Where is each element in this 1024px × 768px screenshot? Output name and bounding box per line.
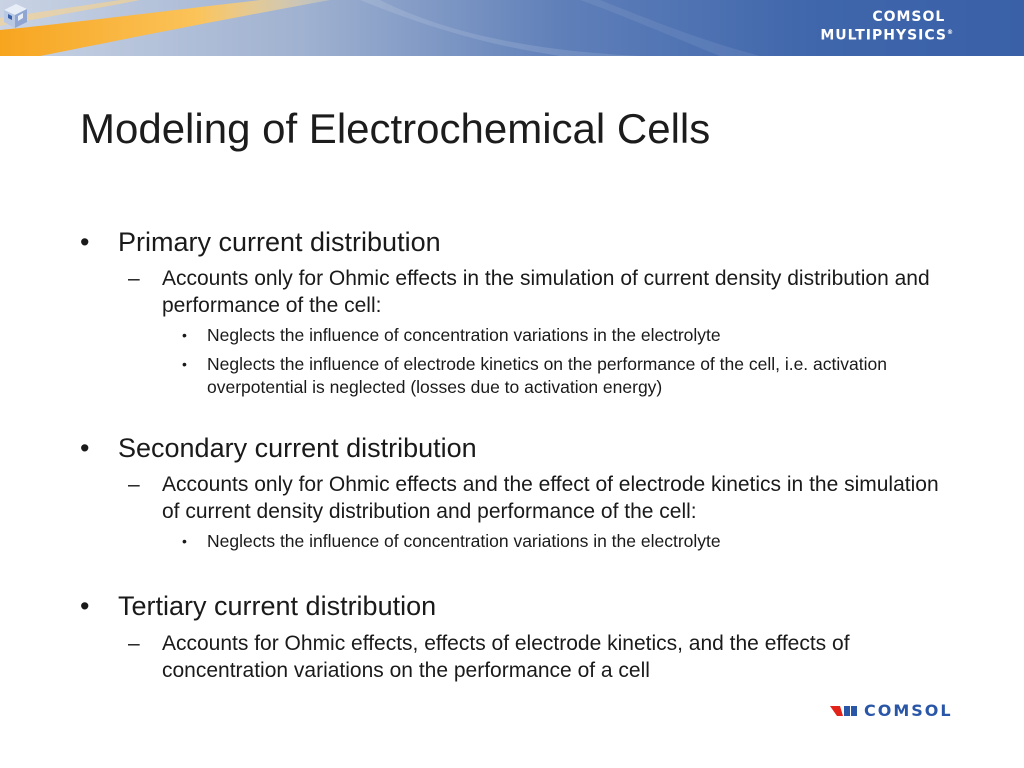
- bullet-marker: •: [80, 433, 90, 463]
- bullet-text: Primary current distribution: [118, 227, 441, 257]
- sub-bullet-text: Accounts for Ohmic effects, effects of electrode kinetics, and the effects of concentration variations on the performance of a cell: [162, 632, 850, 682]
- bullet-marker: •: [182, 327, 187, 343]
- footer-logo-text: COMSOL: [864, 701, 953, 720]
- comsol-mark-icon: [830, 704, 860, 718]
- bullet-marker: •: [182, 356, 187, 372]
- sub-sub-bullet-text: Neglects the influence of concentration variations in the electrolyte: [207, 325, 721, 345]
- sub-sub-bullet-concentration: [182, 324, 922, 347]
- sub-bullet-text: Accounts only for Ohmic effects in the simulation of current density distribution and performance of the cell:: [162, 267, 930, 317]
- sub-bullet-text: Accounts only for Ohmic effects and the effect of electrode kinetics in the simulation of current density distribution and performance of the cell:: [162, 473, 939, 523]
- bullet-text: Tertiary current distribution: [118, 591, 437, 621]
- dash-marker: –: [128, 267, 140, 290]
- dash-marker: –: [128, 473, 140, 496]
- sub-bullet-tertiary: [128, 630, 958, 684]
- sub-sub-bullet-text: Neglects the influence of concentration variations in the electrolyte: [207, 531, 721, 551]
- bullet-marker: •: [80, 591, 90, 621]
- bullet-marker: •: [182, 533, 187, 549]
- logo-line-multiphysics: MULTIPHYSICS®: [820, 27, 954, 44]
- sub-sub-bullet-kinetics: [182, 353, 922, 399]
- sub-bullet-secondary-ohmic-kinetics: [128, 471, 958, 525]
- sub-sub-bullet-concentration-2: [182, 530, 922, 553]
- sub-bullet-primary-ohmic: [128, 265, 958, 319]
- comsol-multiphysics-logo: [820, 10, 954, 44]
- header-banner: [0, 0, 1024, 56]
- bullet-marker: •: [80, 227, 90, 257]
- bullet-text: Secondary current distribution: [118, 433, 477, 463]
- sub-sub-bullet-text: Neglects the influence of electrode kinetics on the performance of the cell, i.e. activation overpotential is neglected (losses due to activation energy): [207, 354, 887, 397]
- page-title: Modeling of Electrochemical Cells: [80, 105, 711, 152]
- logo-line-comsol: COMSOL: [872, 9, 946, 25]
- dash-marker: –: [128, 632, 140, 655]
- comsol-footer-logo: [830, 701, 953, 723]
- cube-icon: [0, 0, 30, 30]
